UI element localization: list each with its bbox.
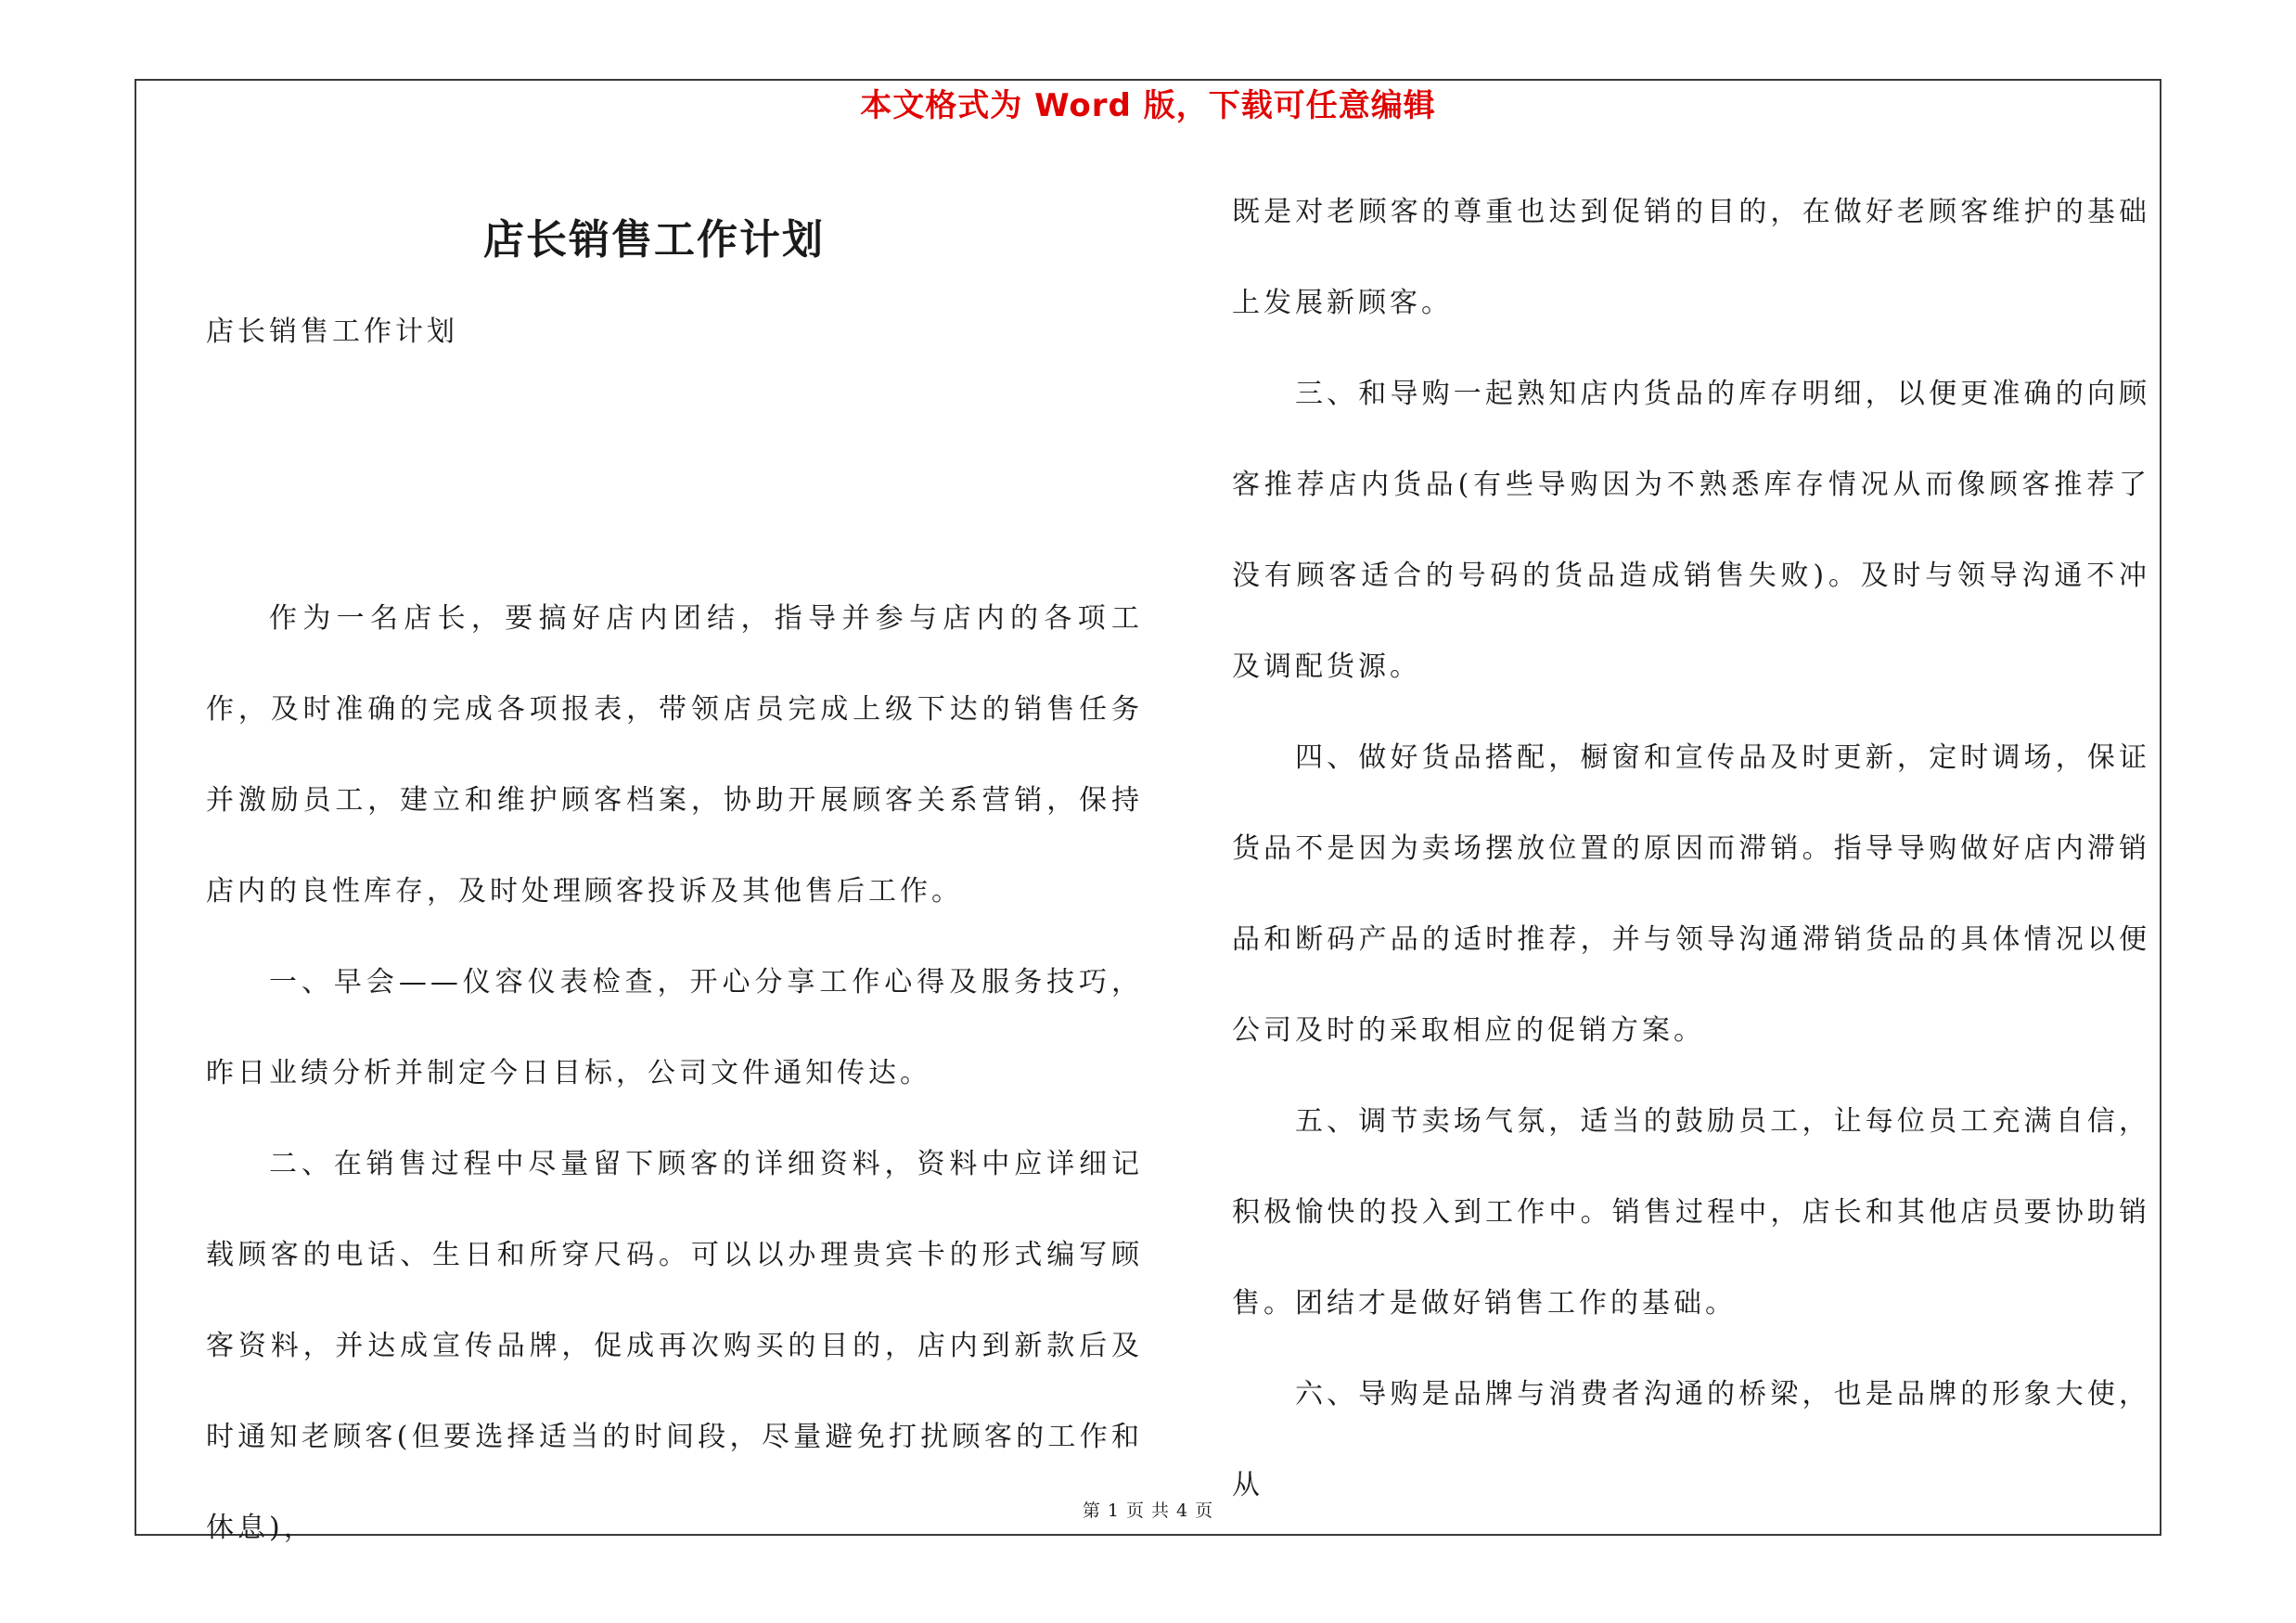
- right-column: [1232, 167, 2150, 1531]
- document-subtitle: 店长销售工作计划: [206, 316, 458, 348]
- paragraph-item-1: 一、早会——仪容仪表检查，开心分享工作心得及服务技巧，昨日业绩分析并制定今日目标，公司文件通知传达。: [206, 966, 1143, 1089]
- paragraph-item-2: 二、在销售过程中尽量留下顾客的详细资料，资料中应详细记载顾客的电话、生日和所穿尺码。可以以办理贵宾卡的形式编写顾客资料，并达成宣传品牌，促成再次购买的目的，店内到新款后及时通知老顾客(但要选择适当的时间段，尽量避免打扰顾客的工作和休息)，: [206, 1148, 1143, 1544]
- paragraph-item-6: 六、导购是品牌与消费者沟通的桥梁，也是品牌的形象大使，从: [1232, 1378, 2150, 1501]
- page-number-footer: 第 1 页 共 4 页: [1082, 1501, 1214, 1521]
- paragraph-intro: 作为一名店长，要搞好店内团结，指导并参与店内的各项工作，及时准确的完成各项报表，带领店员完成上级下达的销售任务并激励员工，建立和维护顾客档案，协助开展顾客关系营销，保持店内的良性库存，及时处理顾客投诉及其他售后工作。: [206, 602, 1143, 908]
- paragraph-item-2-continued: 既是对老顾客的尊重也达到促销的目的，在做好老顾客维护的基础上发展新顾客。: [1232, 196, 2150, 319]
- editable-notice-banner: 本文格式为 Word 版，下载可任意编辑: [860, 87, 1436, 124]
- document-title: 店长销售工作计划: [483, 216, 825, 264]
- left-column: [206, 573, 1143, 1574]
- paragraph-item-5: 五、调节卖场气氛，适当的鼓励员工，让每位员工充满自信，积极愉快的投入到工作中。销售过程中，店长和其他店员要协助销售。团结才是做好销售工作的基础。: [1232, 1105, 2150, 1320]
- paragraph-item-3: 三、和导购一起熟知店内货品的库存明细，以便更准确的向顾客推荐店内货品(有些导购因为不熟悉库存情况从而像顾客推荐了没有顾客适合的号码的货品造成销售失败)。及时与领导沟通不冲及调配货源。: [1232, 378, 2150, 683]
- paragraph-item-4: 四、做好货品搭配，橱窗和宣传品及时更新，定时调场，保证货品不是因为卖场摆放位置的原因而滞销。指导导购做好店内滞销品和断码产品的适时推荐，并与领导沟通滞销货品的具体情况以便公司及时的采取相应的促销方案。: [1232, 741, 2150, 1047]
